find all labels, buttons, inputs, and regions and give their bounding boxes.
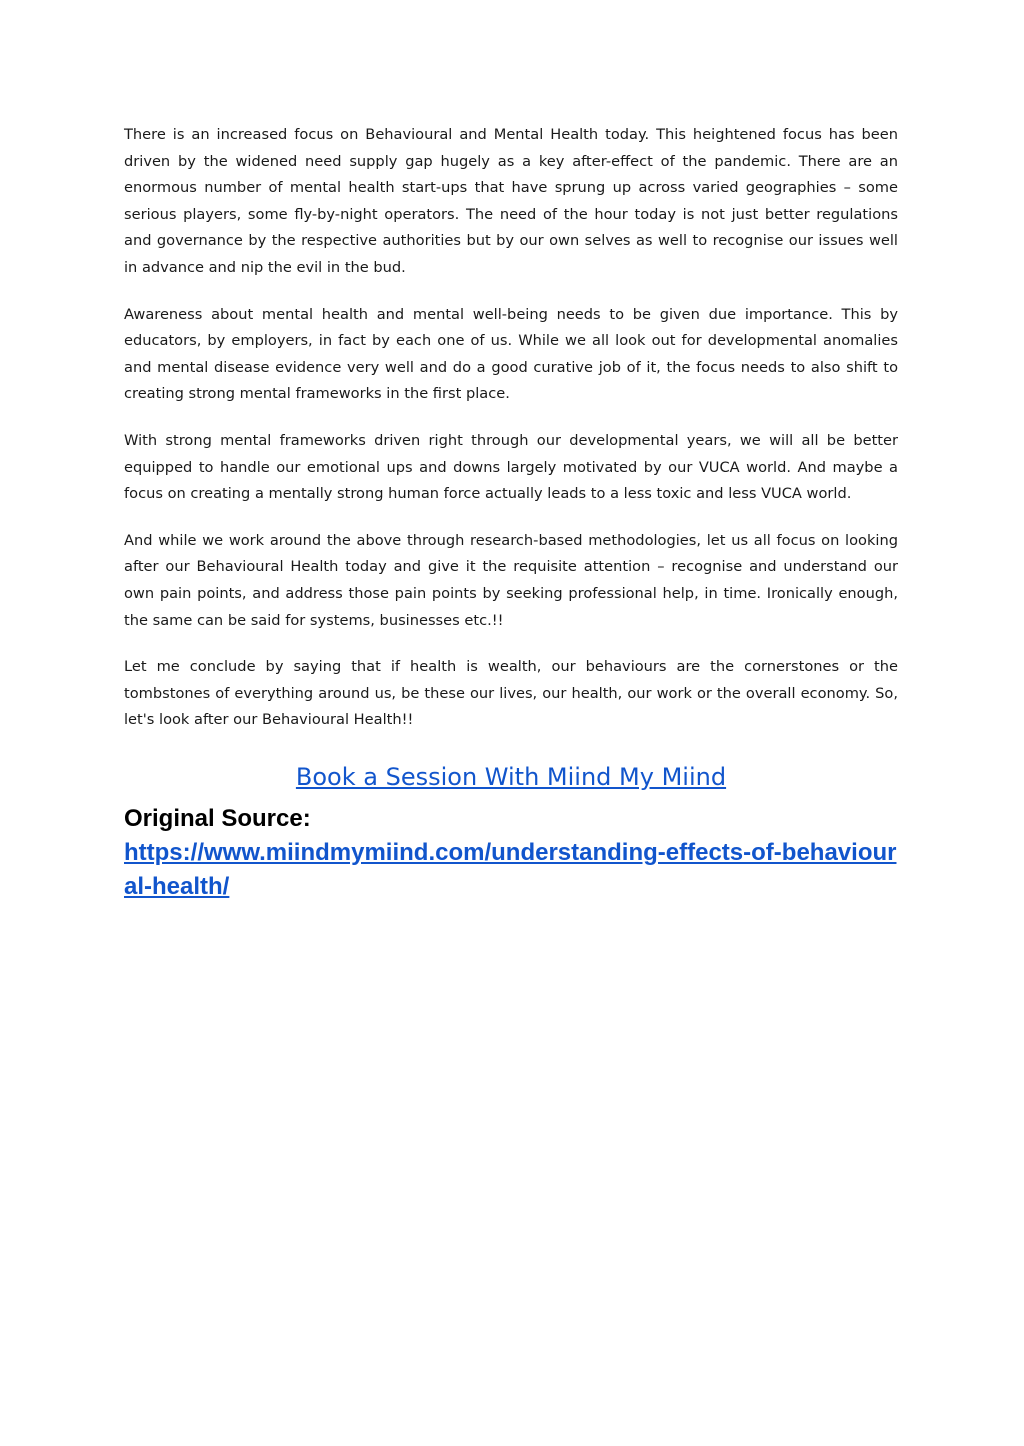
cta-container [124,760,898,794]
paragraph-5: Let me conclude by saying that if health is wealth, our behaviours are the cornerstones or the tombstones of everything around us, be these our lives, our health, our work or the overall economy. So, let's look after our Behavioural Health!! [124,658,898,729]
paragraph-4: And while we work around the above through research-based methodologies, let us all focus on looking after our Behavioural Health today and give it the requisite attention – recognise and understand our own pain points, and address those pain points by seeking professional help, in time. Ironically enough, the same can be said for systems, businesses etc.!! [124,531,898,629]
paragraph-1: There is an increased focus on Behavioural and Mental Health today. This heightened focus has been driven by the widened need supply gap hugely as a key after-effect of the pandemic. There are an enormous number of mental health start-ups that have sprung up across varied geographies – some serious players, some fly-by-night operators. The need of the hour today is not just better regulations and governance by the respective authorities but by our own selves as well to recognise our issues well in advance and nip the evil in the bud. [124,126,898,276]
document-page [124,122,898,904]
paragraph-2: Awareness about mental health and mental well-being needs to be given due importance. This by educators, by employers, in fact by each one of us. While we all look out for developmental anomalies and mental disease evidence very well and do a good curative job of it, the focus needs to also shift to creating strong mental frameworks in the first place. [124,305,898,403]
source-url-link[interactable]: https://www.miindmymiind.com/understanding-effects-of-behavioural-health/ [124,838,897,900]
paragraph-3: With strong mental frameworks driven right through our developmental years, we will all be better equipped to handle our emotional ups and downs largely motivated by our VUCA world. And maybe a focus on creating a mentally strong human force actually leads to a less toxic and less VUCA world. [124,431,898,503]
source-label: Original Source: [124,804,311,832]
book-session-link[interactable]: Book a Session With Miind My Miind [295,762,727,791]
